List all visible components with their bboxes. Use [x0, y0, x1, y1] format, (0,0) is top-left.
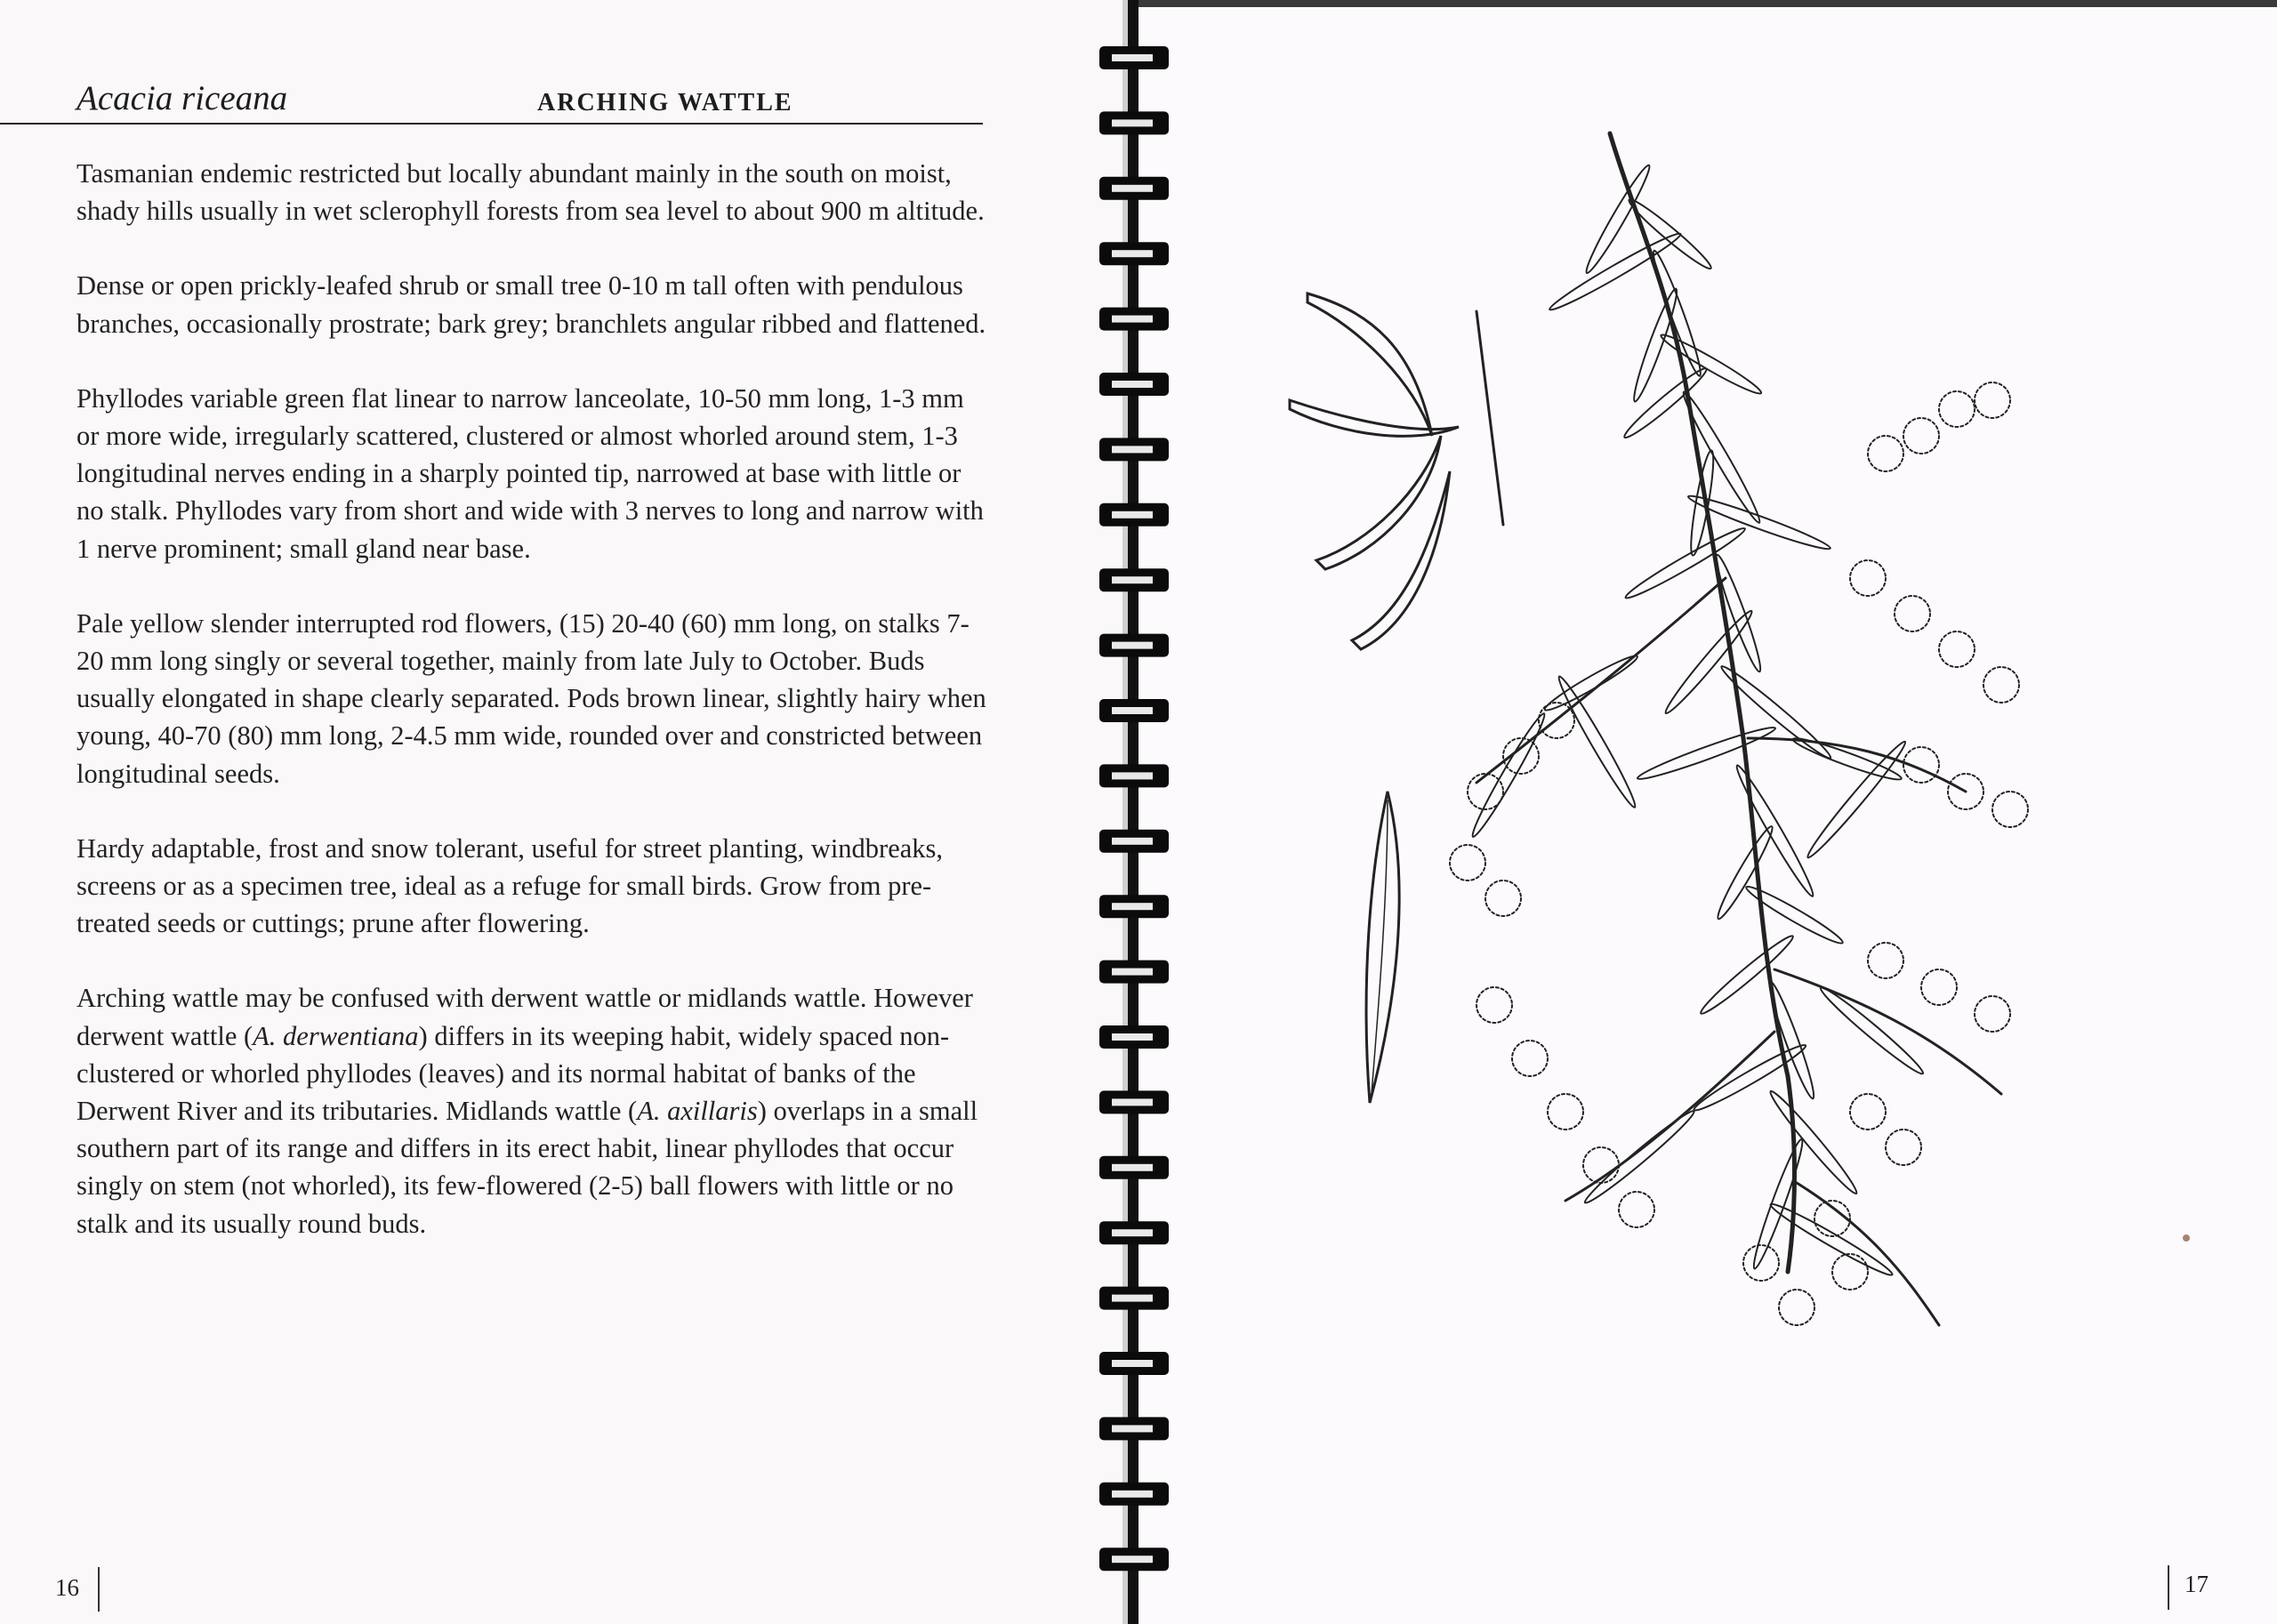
phyllode-leaf	[1621, 364, 1710, 442]
species-name: Acacia riceana	[76, 79, 288, 117]
phyllode-midrib	[1372, 800, 1388, 1094]
flower-ball	[1895, 596, 1930, 631]
flower-ball	[1868, 436, 1903, 471]
phyllode-leaf	[1622, 523, 1748, 603]
phyllode-leaf	[1697, 931, 1797, 1018]
binding-coil-highlight	[1112, 511, 1153, 519]
binding-coil-highlight	[1112, 250, 1153, 257]
flower-ball	[1476, 987, 1512, 1023]
page-number-right: 17	[2184, 1571, 2209, 1597]
text-run: ) overlaps in a small southern part of its range and differs in its erect habit, linear phyllodes that occur singly on stem (not whorled), its few-flowered (2-5) ball flowers with little or no stalk and its usually round buds.	[76, 1096, 978, 1239]
seed-pod	[1290, 400, 1459, 436]
side-branch	[1774, 969, 2001, 1094]
binding-coil-highlight	[1112, 119, 1153, 126]
acacia-illustration	[1263, 116, 2099, 1414]
spiral-binding	[1078, 0, 1185, 1624]
description-text	[76, 155, 993, 1280]
flower-ball	[1832, 1254, 1868, 1290]
phyllode-leaf	[1713, 824, 1777, 922]
flower-ball	[1975, 382, 2010, 418]
phyllode-leaf	[1547, 229, 1684, 315]
flower-ball	[1743, 1245, 1779, 1281]
phyllode-leaf	[1554, 673, 1640, 810]
binding-coil-highlight	[1112, 707, 1153, 714]
binding-coil-highlight	[1112, 1556, 1153, 1563]
page-number-rule	[98, 1567, 100, 1612]
side-branch	[1476, 578, 1726, 783]
flower-ball	[1512, 1041, 1548, 1076]
common-name: ARCHING WATTLE	[537, 89, 793, 117]
binding-coil-highlight	[1112, 446, 1153, 453]
phyllode-leaf	[1711, 552, 1766, 673]
binding-coil-highlight	[1112, 316, 1153, 323]
flower-ball	[1548, 1094, 1583, 1130]
binding-coil-highlight	[1112, 903, 1153, 910]
binding-coil-highlight	[1112, 1164, 1153, 1171]
phyllode-leaf	[1636, 722, 1778, 784]
flower-ball	[1939, 631, 1975, 667]
binding-coil-highlight	[1112, 54, 1153, 61]
flower-ball	[1850, 1094, 1886, 1130]
page-number-rule	[2168, 1565, 2169, 1610]
header-rule	[0, 123, 983, 125]
flower-ball	[1779, 1290, 1814, 1325]
paragraph-flowers: Pale yellow slender interrupted rod flowers, (15) 20-40 (60) mm long, on stalks 7-20 mm long singly or several together, mainly from late July to October. Buds usually elongated in shape clearly separated. Pods brown linear, slightly hairy when young, 40-70 (80) mm long, 2-4.5 mm wide, rounded over and constricted between longitudinal seeds.	[76, 607, 986, 789]
binding-coil-highlight	[1112, 1425, 1153, 1432]
binding-coil-highlight	[1112, 1360, 1153, 1367]
text-run: Arching wattle may be confused with derwent wattle or midlands wattle. However derwent wattle (	[76, 983, 973, 1051]
flower-ball	[1619, 1192, 1654, 1227]
flower-ball	[1886, 1130, 1921, 1165]
paper-speck	[2183, 1234, 2190, 1242]
paragraph-confusion	[76, 979, 993, 1242]
binding-coil-highlight	[1112, 772, 1153, 779]
pod-stalk	[1476, 311, 1503, 525]
phyllode-leaf	[1541, 651, 1640, 715]
phyllode-leaf	[1625, 195, 1715, 273]
binding-coil-highlight	[1112, 969, 1153, 976]
flower-ball	[1868, 943, 1903, 978]
flower-ball	[1939, 391, 1975, 427]
phyllode-leaf	[1629, 286, 1681, 404]
phyllode-leaf	[1749, 1137, 1807, 1270]
flower-ball	[1903, 418, 1939, 454]
flower-ball	[1983, 667, 2019, 703]
binding-coil-highlight	[1112, 576, 1153, 583]
flower-ball	[1975, 996, 2010, 1032]
binding-coil-highlight	[1112, 838, 1153, 845]
side-branch	[1748, 738, 1966, 792]
paragraph-habit: Dense or open prickly-leafed shrub or small tree 0-10 m tall often with pendulous branches, occasionally prostrate; bark grey; branchlets angular ribbed and flattened.	[76, 270, 986, 339]
phyllode-leaf	[1790, 734, 1903, 785]
side-branch	[1565, 1032, 1774, 1201]
phyllode-leaf	[1765, 979, 1819, 1100]
binding-coil-highlight	[1112, 1098, 1153, 1105]
binding-coil-highlight	[1112, 1295, 1153, 1302]
flower-ball	[1485, 880, 1521, 916]
flower-ball	[1450, 845, 1485, 880]
paragraph-uses: Hardy adaptable, frost and snow tolerant, useful for street planting, windbreaks, screens or as a specimen tree, ideal as a refuge for small birds. Grow from pre-treated seeds or cuttings; prune after flowering.	[76, 832, 944, 939]
flower-ball	[1850, 560, 1886, 596]
italic-species: A. derwentiana	[253, 1020, 419, 1051]
phyllode-leaf	[1661, 607, 1757, 718]
binding-coil-highlight	[1112, 1033, 1153, 1041]
binding-coil-highlight	[1112, 1229, 1153, 1236]
text-run: ) differs in its weeping habit, widely spaced non-clustered or whorled phyllodes (leaves) and its normal habitat of banks of the Derwent River and its tributaries. Midlands wattle (	[76, 1020, 950, 1127]
binding-coil-highlight	[1112, 642, 1153, 649]
paragraph-phyllodes: Phyllodes variable green flat linear to narrow lanceolate, 10-50 mm long, 1-3 mm or more wide, irregularly scattered, clustered or almost whorled around stem, 1-3 longitudinal nerves ending in a sharply pointed tip, narrowed at base with little or no stalk. Phyllodes vary from short and wide with 3 nerves to long and narrow with 1 nerve prominent; small gland near base.	[76, 382, 984, 564]
binding-coil-highlight	[1112, 1491, 1153, 1498]
page-number-left: 16	[55, 1574, 79, 1601]
seed-pod	[1316, 436, 1441, 569]
seed-pod	[1307, 293, 1432, 436]
left-page	[0, 0, 1128, 1624]
paragraph-distribution: Tasmanian endemic restricted but locally abundant mainly in the south on moist, shady hills usually in wet sclerophyll forests from sea level to about 900 m altitude.	[76, 158, 985, 227]
binding-coil-highlight	[1112, 381, 1153, 388]
binding-coil-highlight	[1112, 185, 1153, 192]
seed-pod	[1352, 471, 1450, 649]
flower-ball	[1992, 792, 2028, 827]
italic-species: A. axillaris	[637, 1096, 758, 1127]
flower-ball	[1921, 969, 1957, 1005]
phyllode-leaf	[1732, 762, 1818, 899]
